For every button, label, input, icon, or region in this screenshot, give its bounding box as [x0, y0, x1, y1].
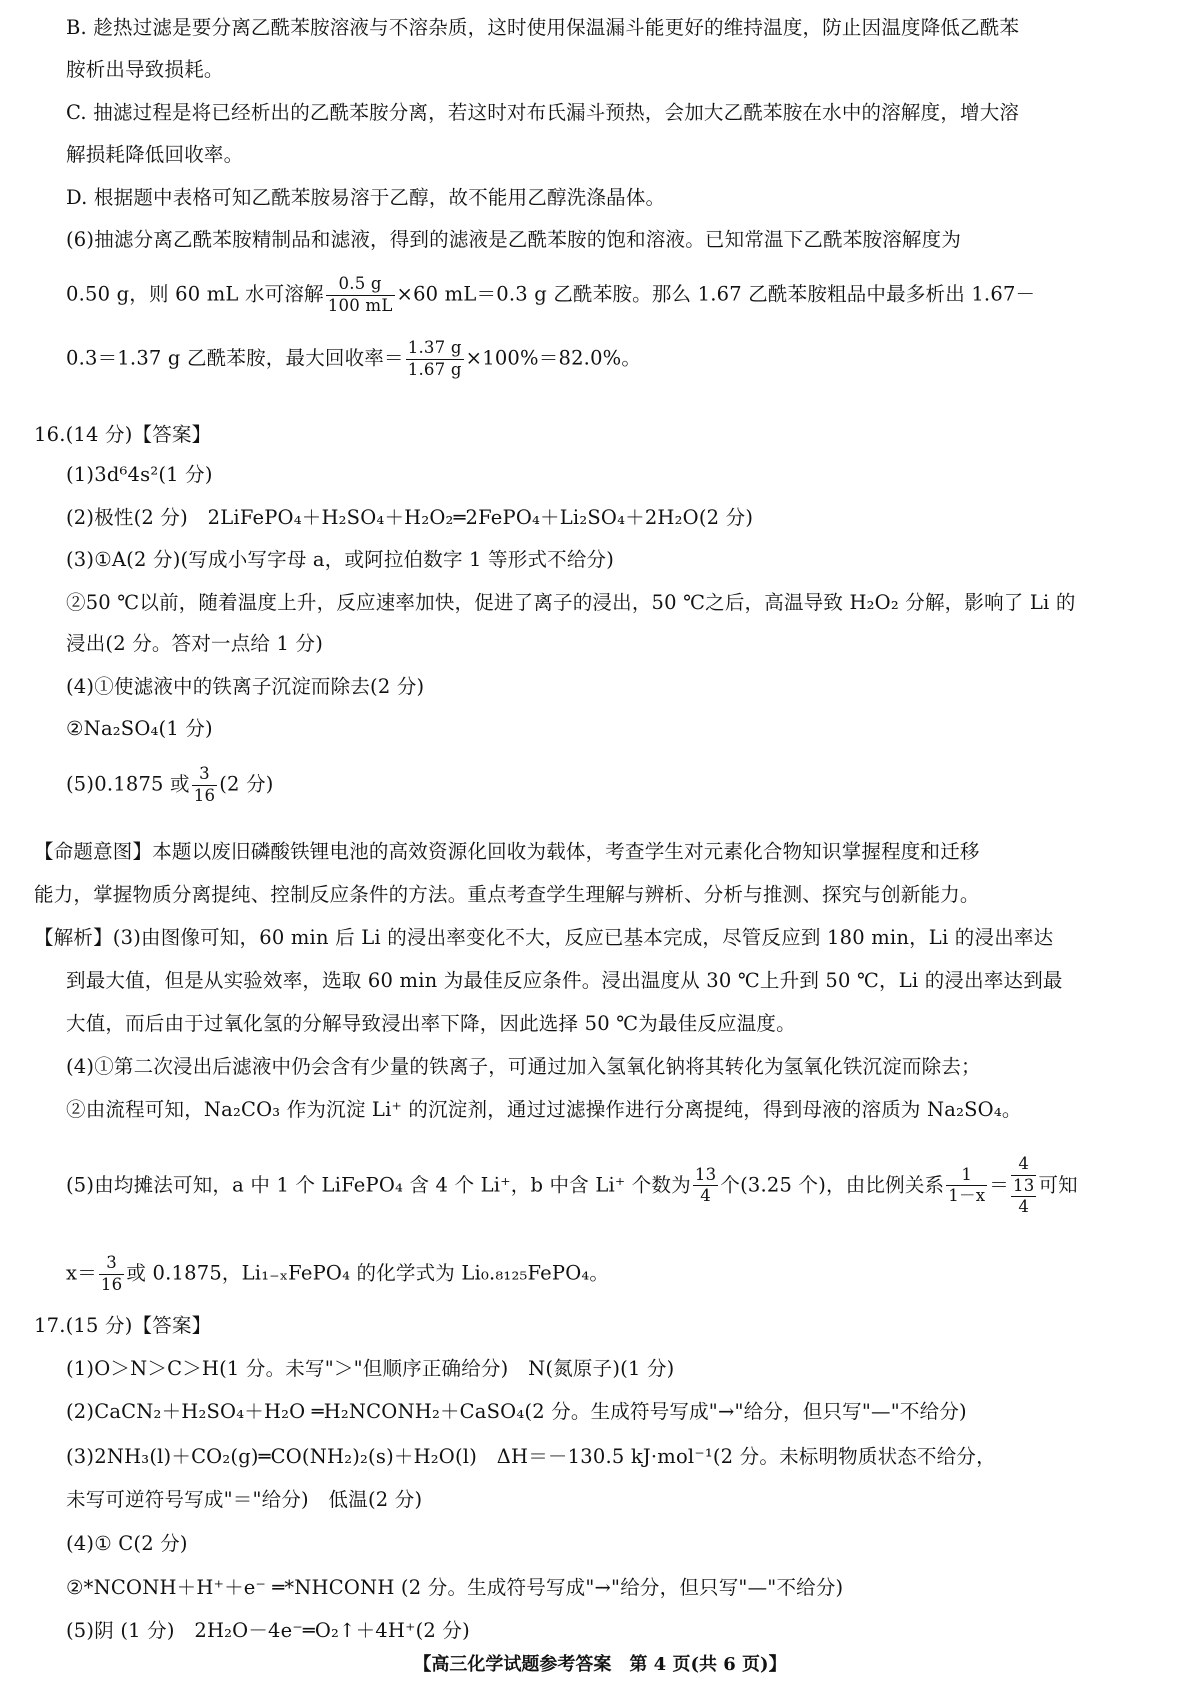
text-line: B. 趁热过滤是要分离乙酰苯胺溶液与不溶杂质，这时使用保温漏斗能更好的维持温度，防止因温度降低乙酰苯 [66, 16, 1020, 39]
text-segment: x＝ [66, 1261, 97, 1285]
fraction-numerator: 4 [1011, 1156, 1036, 1176]
fraction [946, 1164, 987, 1206]
text-line: ②*NCONH＋H⁺＋e⁻ ═*NHCONH (2 分。生成符号写成"→"给分，但只写"—"不给分) [66, 1576, 844, 1599]
text-line: 浸出(2 分。答对一点给 1 分) [66, 632, 324, 655]
fraction-numerator: 13 [693, 1167, 718, 1187]
text-segment: ×100%＝82.0%。 [465, 346, 642, 370]
text-line: (1)3d⁶4s²(1 分) [66, 463, 213, 486]
text-line: 【解析】(3)由图像可知，60 min 后 Li 的浸出率变化不大，反应已基本完成，尽管反应到 180 min，Li 的浸出率达 [34, 926, 1054, 949]
fraction-denominator: 16 [193, 785, 216, 805]
equation-line [66, 276, 1035, 314]
fraction-denominator: 16 [100, 1274, 123, 1294]
text-segment: (2)极性(2 分) 2LiFePO₄＋H₂SO₄＋H₂O₂ [66, 506, 454, 529]
text-line: (4)①第二次浸出后滤液中仍会含有少量的铁离子，可通过加入氢氧化钠将其转化为氢氧化铁沉淀而除去； [66, 1055, 981, 1078]
text-line [66, 504, 753, 532]
text-line: (3)2NH₃(l)＋CO₂(g)═CO(NH₂)₂(s)＋H₂O(l) ΔH＝－130.5 kJ·mol⁻¹(2 分。未标明物质状态不给分， [66, 1445, 996, 1468]
text-line: 胺析出导致损耗。 [66, 58, 224, 81]
text-segment: 个(3.25 个)，由比例关系 [720, 1173, 945, 1197]
text-line: ②Na₂SO₄(1 分) [66, 717, 213, 740]
fraction-numerator: 3 [99, 1255, 124, 1275]
text-segment: 可知 [1038, 1173, 1078, 1197]
text-segment: ＝ [989, 1173, 1009, 1197]
fraction-numerator: 0.5 g [326, 276, 395, 296]
fraction [99, 1255, 124, 1293]
text-line: (1)O＞N＞C＞H(1 分。未写"＞"但顺序正确给分) N(氮原子)(1 分) [66, 1357, 675, 1380]
text-line: (4)① C(2 分) [66, 1532, 188, 1555]
text-segment: (2 分) [219, 772, 274, 796]
question-heading: 17.(15 分)【答案】 [34, 1314, 212, 1337]
fraction-middle: 13 [1011, 1176, 1036, 1198]
fraction [693, 1164, 718, 1206]
fraction [326, 276, 395, 314]
fraction-numerator: 1.37 g [406, 340, 464, 360]
text-segment: (5)由均摊法可知，a 中 1 个 LiFePO₄ 含 4 个 Li⁺，b 中含 Li⁺ 个数为 [66, 1173, 691, 1197]
text-segment: ═2FePO₄＋Li₂SO₄＋2H₂O(2 分) [453, 506, 754, 529]
text-line: (4)①使滤液中的铁离子沉淀而除去(2 分) [66, 675, 425, 698]
text-line: (5)阴 (1 分) 2H₂O－4e⁻═O₂↑＋4H⁺(2 分) [66, 1619, 470, 1642]
compound-fraction [1011, 1156, 1036, 1216]
question-heading: 16.(14 分)【答案】 [34, 423, 212, 446]
equation-line [66, 766, 274, 804]
text-line: 解损耗降低回收率。 [66, 143, 244, 166]
text-line: (2)CaCN₂＋H₂SO₄＋H₂O ═H₂NCONH₂＋CaSO₄(2 分。生成符号写成"→"给分，但只写"—"不给分) [66, 1400, 967, 1423]
fraction-denominator: 1.67 g [407, 359, 462, 379]
text-line: (3)①A(2 分)(写成小写字母 a，或阿拉伯数字 1 等形式不给分) [66, 548, 615, 571]
fraction-denominator: 1－x [948, 1186, 986, 1206]
text-line: D. 根据题中表格可知乙酰苯胺易溶于乙醇，故不能用乙醇洗涤晶体。 [66, 186, 666, 209]
text-line: (6)抽滤分离乙酰苯胺精制品和滤液，得到的滤液是乙酰苯胺的饱和溶液。已知常温下乙酰苯胺溶解度为 [66, 228, 962, 251]
text-segment: ×60 mL＝0.3 g 乙酰苯胺。那么 1.67 乙酰苯胺粗品中最多析出 1.67－ [396, 282, 1036, 306]
equation-line [66, 1156, 1078, 1216]
equation-line [66, 340, 641, 378]
text-line: 到最大值，但是从实验效率，选取 60 min 为最佳反应条件。浸出温度从 30 ℃上升到 50 ℃，Li 的浸出率达到最 [66, 969, 1063, 992]
text-line: ②由流程可知，Na₂CO₃ 作为沉淀 Li⁺ 的沉淀剂，通过过滤操作进行分离提纯，得到母液的溶质为 Na₂SO₄。 [66, 1098, 1022, 1121]
text-segment: 0.3＝1.37 g 乙酰苯胺，最大回收率＝ [66, 346, 404, 370]
page-footer: 【高三化学试题参考答案 第 4 页(共 6 页)】 [413, 1654, 787, 1675]
fraction [406, 340, 464, 378]
text-line: 能力，掌握物质分离提纯、控制反应条件的方法。重点考查学生理解与辨析、分析与推测、探究与创新能力。 [34, 883, 980, 906]
text-line: C. 抽滤过程是将已经析出的乙酰苯胺分离，若这时对布氏漏斗预热，会加大乙酰苯胺在水中的溶解度，增大溶 [66, 101, 1020, 124]
equation-line [66, 1255, 609, 1293]
text-line: 未写可逆符号写成"＝"给分) 低温(2 分) [66, 1488, 423, 1511]
text-line: 大值，而后由于过氧化氢的分解导致浸出率下降，因此选择 50 ℃为最佳反应温度。 [66, 1012, 796, 1035]
fraction-numerator: 3 [192, 766, 217, 786]
fraction-denominator: 4 [1018, 1197, 1030, 1217]
fraction [192, 766, 217, 804]
text-line: ②50 ℃以前，随着温度上升，反应速率加快，促进了离子的浸出，50 ℃之后，高温导致 H₂O₂ 分解，影响了 Li 的 [66, 591, 1076, 614]
text-segment: 或 0.1875，Li₁₋ₓFePO₄ 的化学式为 Li₀.₈₁₂₅FePO₄。 [126, 1261, 610, 1285]
fraction-numerator: 1 [946, 1167, 987, 1187]
fraction-denominator: 100 mL [327, 295, 393, 315]
text-segment: 0.50 g，则 60 mL 水可溶解 [66, 282, 324, 306]
fraction-denominator: 4 [700, 1186, 712, 1206]
text-line: 【命题意图】本题以废旧磷酸铁锂电池的高效资源化回收为载体，考查学生对元素化合物知识掌握程度和迁移 [34, 840, 980, 863]
text-segment: (5)0.1875 或 [66, 772, 190, 796]
